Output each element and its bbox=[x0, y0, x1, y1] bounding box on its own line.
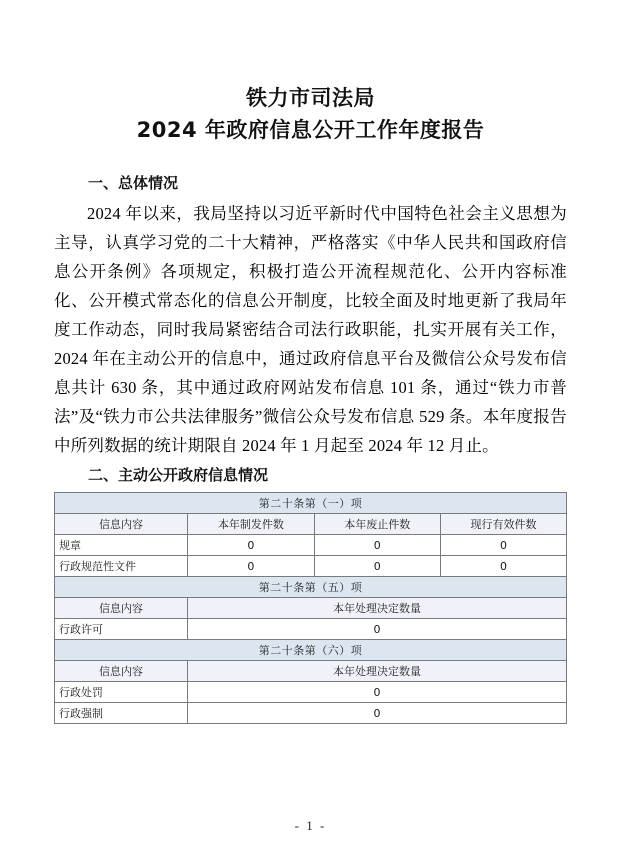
cell-value: 0 bbox=[441, 556, 567, 577]
cell-value: 0 bbox=[188, 703, 567, 724]
row-label: 规章 bbox=[55, 535, 188, 556]
title-line-2: 2024 年政府信息公开工作年度报告 bbox=[136, 118, 485, 142]
table-row bbox=[55, 682, 567, 703]
title-line-1: 铁力市司法局 bbox=[246, 86, 375, 110]
row-label: 行政规范性文件 bbox=[55, 556, 188, 577]
row-label: 行政强制 bbox=[55, 703, 188, 724]
table-band-label: 第二十条第（六）项 bbox=[55, 640, 567, 661]
table-header-row bbox=[55, 514, 567, 535]
cell-value: 0 bbox=[188, 556, 314, 577]
row-label: 行政许可 bbox=[55, 619, 188, 640]
cell-value: 0 bbox=[188, 535, 314, 556]
table-header-row bbox=[55, 598, 567, 619]
table-row bbox=[55, 535, 567, 556]
table-band-row bbox=[55, 493, 567, 514]
row-label: 行政处罚 bbox=[55, 682, 188, 703]
table-band-row bbox=[55, 577, 567, 598]
column-header: 本年处理决定数量 bbox=[188, 661, 567, 682]
table-header-row bbox=[55, 661, 567, 682]
disclosure-table-1 bbox=[54, 492, 567, 724]
page-number: - 1 - bbox=[294, 818, 327, 833]
section-heading-overall: 一、总体情况 bbox=[88, 174, 179, 192]
cell-value: 0 bbox=[314, 535, 440, 556]
column-header: 本年处理决定数量 bbox=[188, 598, 567, 619]
column-header: 信息内容 bbox=[55, 598, 188, 619]
table-band-row bbox=[55, 640, 567, 661]
cell-value: 0 bbox=[441, 535, 567, 556]
section-heading-proactive-disclosure: 二、主动公开政府信息情况 bbox=[88, 466, 269, 484]
table-band-label: 第二十条第（五）项 bbox=[55, 577, 567, 598]
page-title bbox=[54, 82, 567, 146]
cell-value: 0 bbox=[188, 682, 567, 703]
column-header: 本年废止件数 bbox=[314, 514, 440, 535]
cell-value: 0 bbox=[314, 556, 440, 577]
table-row bbox=[55, 619, 567, 640]
column-header: 信息内容 bbox=[55, 514, 188, 535]
table-band-label: 第二十条第（一）项 bbox=[55, 493, 567, 514]
column-header: 现行有效件数 bbox=[441, 514, 567, 535]
cell-value: 0 bbox=[188, 619, 567, 640]
table-row bbox=[55, 556, 567, 577]
column-header: 信息内容 bbox=[55, 661, 188, 682]
section-body-overall: 2024 年以来，我局坚持以习近平新时代中国特色社会主义思想为主导，认真学习党的二十大精神，严格落实《中华人民共和国政府信息公开条例》各项规定，积极打造公开流程规范化、公开内容标准化、公开模式常态化的信息公开制度，比较全面及时地更新了我局年度工作动态，同时我局紧密结合司法行政职能，扎实开展有关工作，2024 年在主动公开的信息中，通过政府信息平台及微信公众号发布信息共计 630 条，其中通过政府网站发布信息 101 条，通过“铁力市普法”及“铁力市公共法律服务”微信公众号发布信息 529 条。本年度报告中所列数据的统计期限自 2024 年 1 月起至 2024 年 12 月止。 bbox=[54, 204, 567, 455]
table-row bbox=[55, 703, 567, 724]
column-header: 本年制发件数 bbox=[188, 514, 314, 535]
